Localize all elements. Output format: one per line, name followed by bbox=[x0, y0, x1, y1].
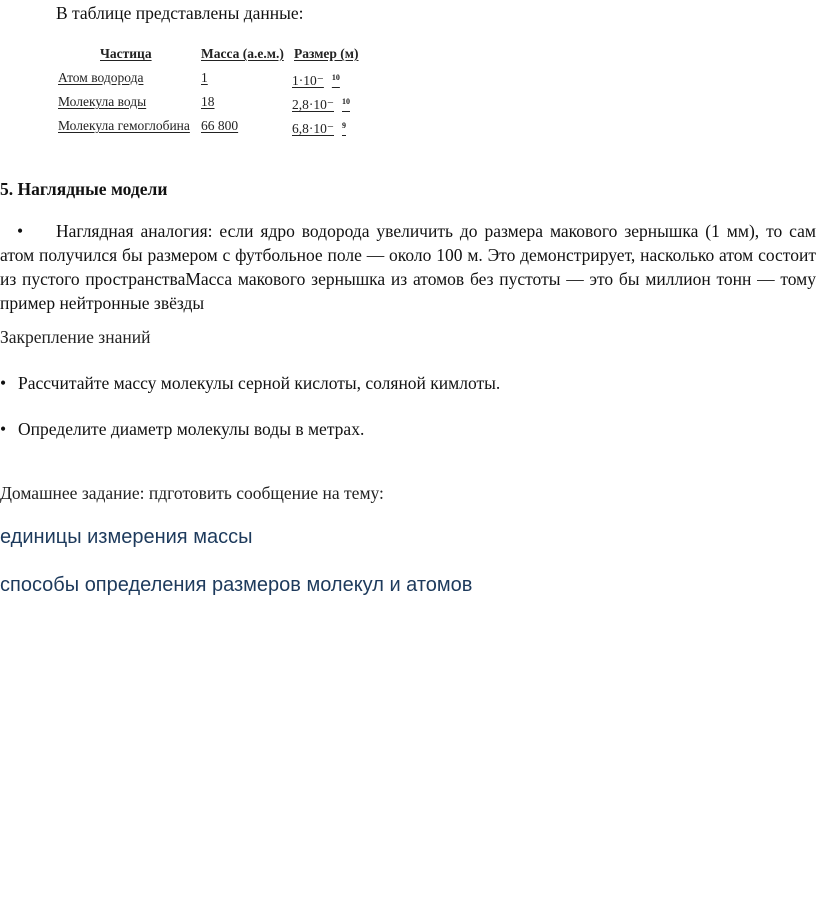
section-heading: 5. Наглядные модели bbox=[0, 179, 168, 199]
cell-size bbox=[292, 94, 360, 113]
cell-particle: Молекула гемоглобина bbox=[58, 118, 190, 133]
cell-particle: Молекула воды bbox=[58, 94, 147, 109]
size-base: 2,8·10⁻ bbox=[292, 97, 334, 112]
header-size: Размер (м) bbox=[294, 46, 359, 61]
size-base: 6,8·10⁻ bbox=[292, 121, 334, 136]
analogy-paragraph bbox=[0, 219, 816, 315]
cell-particle: Атом водорода bbox=[58, 70, 144, 85]
cell-mass: 66 800 bbox=[201, 118, 239, 133]
task-item bbox=[0, 372, 500, 394]
bullet-icon: • bbox=[17, 221, 24, 241]
bullet-icon: • bbox=[0, 373, 7, 393]
homework-text: Домашнее задание: пдготовить сообщение на тему: bbox=[0, 483, 384, 503]
cell-size bbox=[292, 118, 356, 137]
header-particle: Частица bbox=[100, 46, 152, 61]
header-mass: Масса (а.е.м.) bbox=[201, 46, 284, 61]
analogy-text: Наглядная аналогия: если ядро водорода увеличить до размера макового зернышка (1 мм), то сам атом получился бы размером с футбольное поле — около 100 м. Это демонстрирует, насколько атом состоит из пустого пространстваМасса макового зернышка из атомов без пустоты — это бы миллион тонн — тому пример нейтронные звёзды bbox=[0, 221, 816, 313]
cell-mass: 18 bbox=[201, 94, 215, 109]
homework-topic: способы определения размеров молекул и атомов bbox=[0, 574, 473, 596]
homework-topic: единицы измерения массы bbox=[0, 526, 253, 548]
bullet-icon: • bbox=[0, 419, 7, 439]
size-exponent: 10 bbox=[331, 73, 340, 82]
size-exponent: 10 bbox=[342, 97, 350, 106]
size-exponent: 9 bbox=[342, 121, 346, 130]
consolidation-title: Закрепление знаний bbox=[0, 327, 151, 347]
cell-mass: 1 bbox=[201, 70, 208, 85]
size-base: 1·10⁻ bbox=[292, 73, 324, 88]
task-text: Рассчитайте массу молекулы серной кислоты, соляной кимлоты. bbox=[18, 373, 501, 393]
intro-text: В таблице представлены данные: bbox=[56, 3, 304, 23]
task-item bbox=[0, 418, 364, 440]
cell-size bbox=[292, 70, 350, 89]
task-text: Определите диаметр молекулы воды в метрах. bbox=[18, 419, 365, 439]
